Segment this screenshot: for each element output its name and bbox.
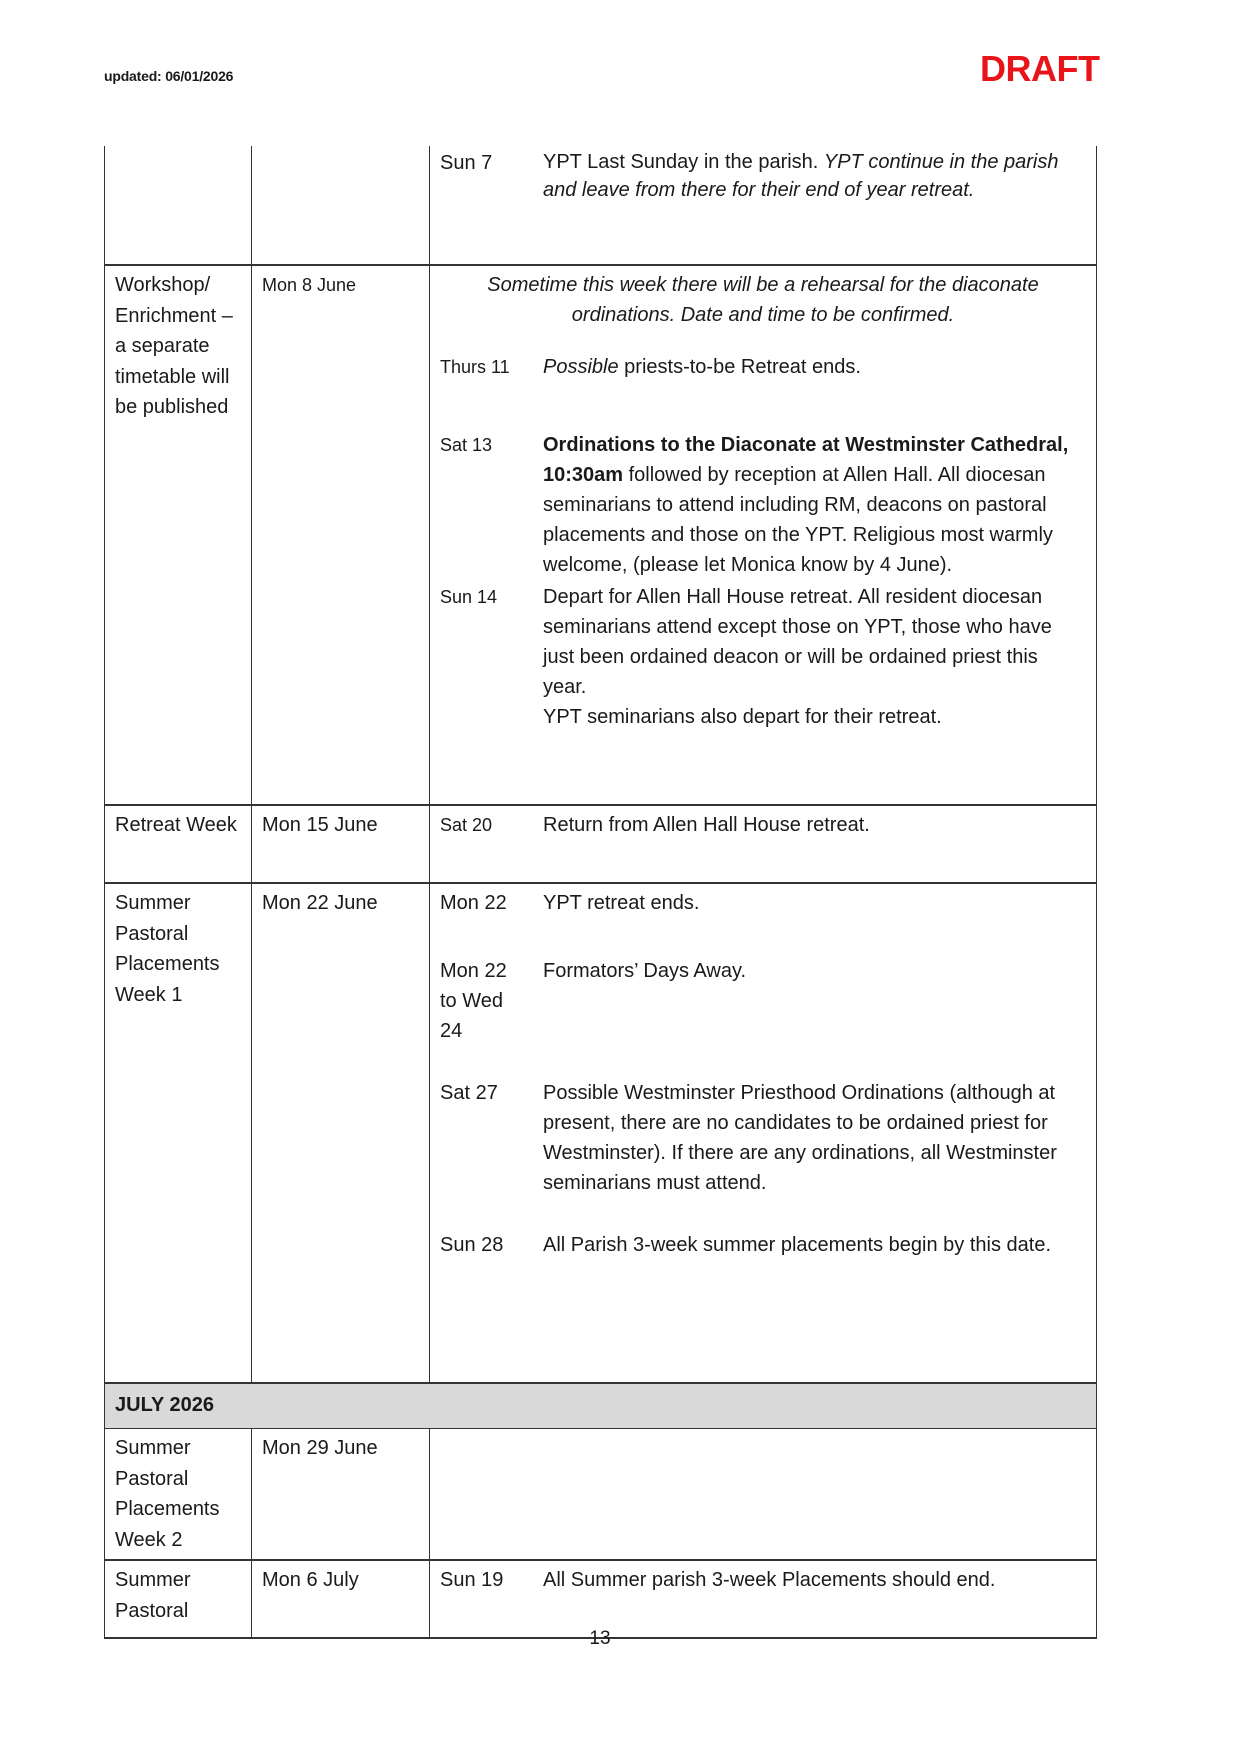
events-cell — [430, 805, 1097, 883]
month-header: JULY 2026 — [105, 1383, 1097, 1429]
draft-stamp: DRAFT — [980, 48, 1100, 89]
events-cell — [430, 146, 1097, 265]
start-date-cell — [252, 146, 430, 265]
table-row — [105, 1429, 1097, 1561]
event-item — [440, 148, 1086, 204]
week-label: Summer Pastoral Placements Week 1 — [115, 892, 220, 1006]
event-text: YPT retreat ends. — [543, 892, 700, 914]
page-number: 13 — [589, 1628, 611, 1649]
event-text: Depart for Allen Hall House retreat. All resident diocesan seminarians attend except those on YPT, those who have just been ordained deacon or will be ordained priest this year. YPT seminarians also depart for their retreat. — [543, 586, 1052, 728]
event-item — [440, 1230, 1086, 1260]
week-cell — [105, 1560, 252, 1638]
event-item — [440, 956, 1086, 1046]
start-date-cell — [252, 1429, 430, 1561]
week-start-date: Mon 22 June — [262, 892, 378, 914]
event-item — [440, 1078, 1086, 1198]
week-cell — [105, 805, 252, 883]
event-date: Sat 27 — [440, 1082, 498, 1104]
event-item — [440, 1565, 1086, 1595]
week-start-date: Mon 8 June — [262, 275, 357, 295]
table-row — [105, 1560, 1097, 1638]
events-cell — [430, 1429, 1097, 1561]
week-note: Sometime this week there will be a rehearsal for the diaconate ordinations. Date and time to be confirmed. — [487, 274, 1039, 326]
event-text: Formators’ Days Away. — [543, 960, 747, 982]
event-date: Sun 7 — [440, 152, 493, 174]
table-row — [105, 883, 1097, 1383]
table-row — [105, 146, 1097, 265]
event-item — [440, 582, 1086, 732]
event-text: Possible priests-to-be Retreat ends. — [543, 356, 861, 378]
event-date: Sat 13 — [440, 435, 493, 455]
event-text: All Summer parish 3-week Placements should end. — [543, 1569, 996, 1591]
event-date: Sun 19 — [440, 1569, 504, 1591]
event-date: Sun 14 — [440, 587, 498, 607]
event-text: Ordinations to the Diaconate at Westminster Cathedral, 10:30am followed by reception at Allen Hall. All diocesan seminarians to attend including RM, deacons on pastoral placements and those on the YPT. Religious most warmly welcome, (please let Monica know by 4 June). — [543, 434, 1069, 576]
week-cell — [105, 265, 252, 805]
week-cell — [105, 883, 252, 1383]
event-item — [440, 888, 1086, 918]
event-item — [440, 810, 1086, 840]
week-start-date: Mon 15 June — [262, 814, 378, 836]
month-header-row — [105, 1383, 1097, 1429]
events-cell — [430, 1560, 1097, 1638]
event-date: Sun 28 — [440, 1234, 504, 1256]
event-date: Thurs 11 — [440, 357, 510, 377]
start-date-cell — [252, 883, 430, 1383]
start-date-cell — [252, 805, 430, 883]
event-date: Mon 22 to Wed 24 — [440, 960, 507, 1042]
event-italic-note: YPT continue in the parish and leave from there for their end of year retreat. — [543, 151, 1059, 201]
event-text: Possible Westminster Priesthood Ordinations (although at present, there are no candidates to be ordained priest for Westminster). If there are any ordinations, all Westminster seminarians must attend. — [543, 1082, 1057, 1194]
week-label: Summer Pastoral — [115, 1569, 191, 1622]
updated-date: updated: 06/01/2026 — [104, 68, 234, 84]
week-start-date: Mon 29 June — [262, 1437, 378, 1459]
event-item — [440, 352, 1086, 382]
week-label: Workshop/ Enrichment – a separate timetable will be published — [115, 274, 233, 418]
calendar-table — [104, 146, 1097, 1639]
week-label: Retreat Week — [115, 814, 237, 836]
week-cell — [105, 146, 252, 265]
event-item — [440, 430, 1086, 580]
event-date: Sat 20 — [440, 815, 493, 835]
events-cell — [430, 883, 1097, 1383]
table-row — [105, 265, 1097, 805]
event-text: YPT Last Sunday in the parish. YPT continue in the parish and leave from there for their end of year retreat. — [543, 151, 1059, 201]
start-date-cell — [252, 265, 430, 805]
event-text: Return from Allen Hall House retreat. — [543, 814, 870, 836]
week-label: Summer Pastoral Placements Week 2 — [115, 1437, 220, 1551]
week-cell — [105, 1429, 252, 1561]
event-text: All Parish 3-week summer placements begin by this date. — [543, 1234, 1052, 1256]
start-date-cell — [252, 1560, 430, 1638]
table-row — [105, 805, 1097, 883]
week-start-date: Mon 6 July — [262, 1569, 359, 1591]
events-cell — [430, 265, 1097, 805]
event-date: Mon 22 — [440, 892, 507, 914]
